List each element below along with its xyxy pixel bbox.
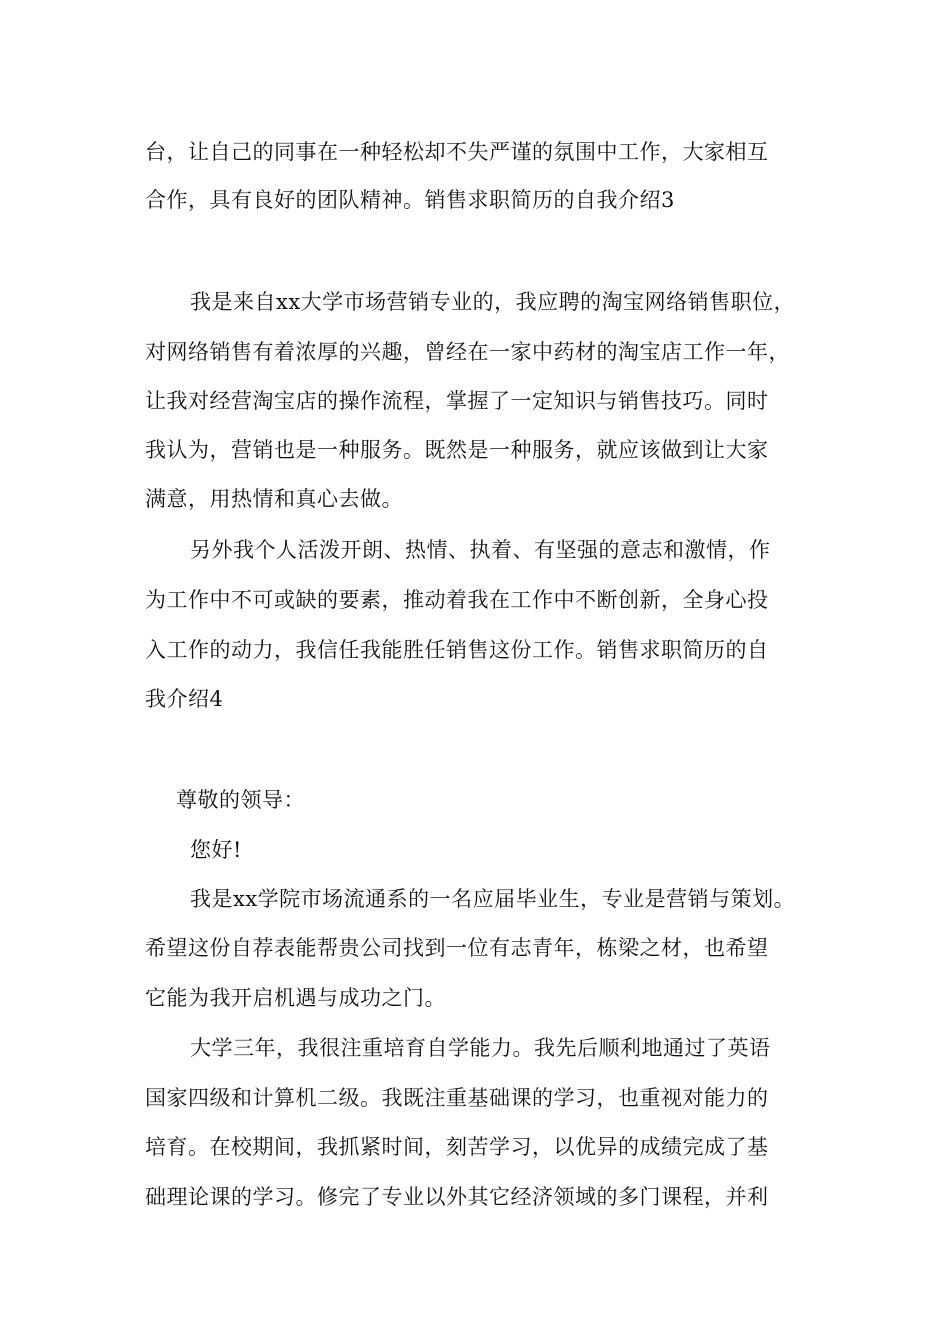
text-line: 入工作的动力，我信任我能胜任销售这份工作。销售求职简历的自 [145, 638, 769, 662]
text-line: 国家四级和计算机二级。我既注重基础课的学习，也重视对能力的 [145, 1086, 769, 1110]
text-line: 满意，用热情和真心去做。 [145, 487, 403, 511]
text-line: 让我对经营淘宝店的操作流程，掌握了一定知识与销售技巧。同时 [145, 389, 769, 413]
text-line: 我认为，营销也是一种服务。既然是一种服务，就应该做到让大家 [145, 438, 769, 462]
text-line: 我是来自xx大学市场营销专业的，我应聘的淘宝网络销售职位， [190, 290, 796, 314]
text-line: 我是xx学院市场流通系的一名应届毕业生，专业是营销与策划。 [190, 887, 796, 911]
text-line: 大学三年，我很注重培育自学能力。我先后顺利地通过了英语 [190, 1036, 771, 1060]
salutation: 尊敬的领导： [176, 788, 305, 812]
text-line: 台，让自己的同事在一种轻松却不失严谨的氛围中工作，大家相互 [145, 140, 769, 164]
greeting: 您好! [190, 838, 242, 862]
text-line: 培育。在校期间，我抓紧时间，刻苦学习，以优异的成绩完成了基 [145, 1135, 769, 1159]
text-line: 为工作中不可或缺的要素，推动着我在工作中不断创新，全身心投 [145, 588, 769, 612]
text-line: 合作，具有良好的团队精神。销售求职简历的自我介绍3 [145, 188, 675, 212]
text-line: 另外我个人活泼开朗、热情、执着、有坚强的意志和激情，作 [190, 538, 771, 562]
text-line: 对网络销售有着浓厚的兴趣，曾经在一家中药材的淘宝店工作一年， [145, 340, 790, 364]
text-line: 希望这份自荐表能帮贵公司找到一位有志青年，栋梁之材，也希望 [145, 936, 769, 960]
text-line: 它能为我开启机遇与成功之门。 [145, 986, 446, 1010]
text-line: 我介绍4 [145, 687, 224, 711]
text-line: 础理论课的学习。修完了专业以外其它经济领域的多门课程，并利 [145, 1185, 769, 1209]
